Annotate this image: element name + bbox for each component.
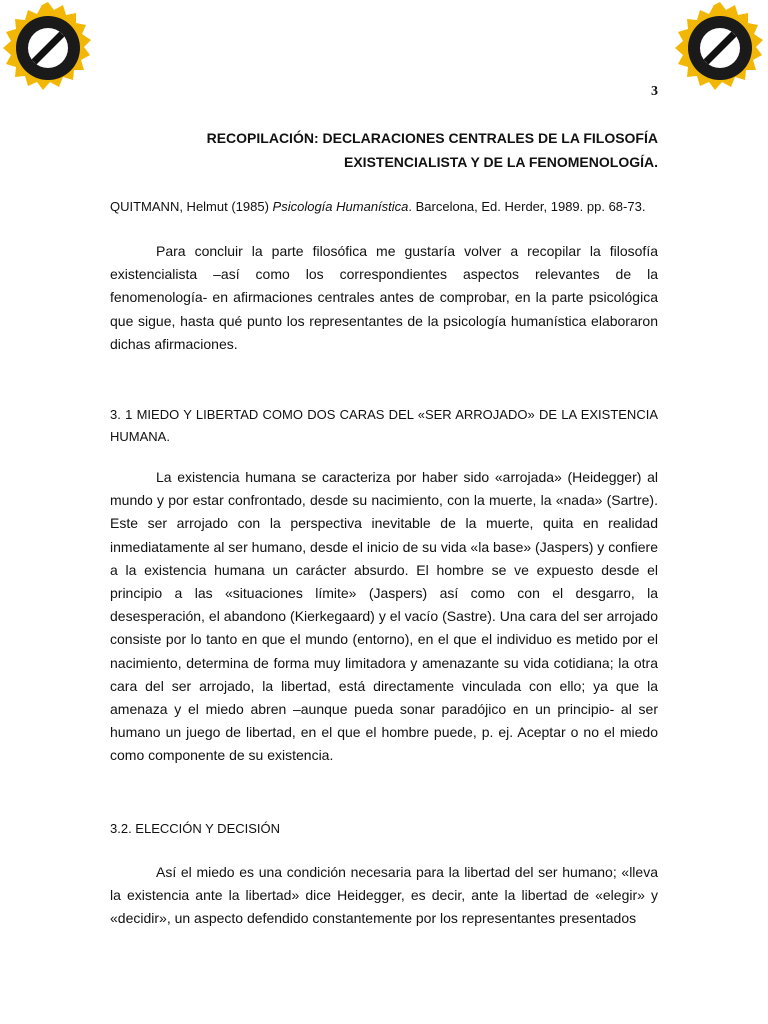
- page-number: 3: [651, 84, 658, 99]
- document-title: [110, 126, 658, 174]
- section-heading-3-1: 3. 1 MIEDO Y LIBERTAD COMO DOS CARAS DEL «SER ARROJADO» DE LA EXISTENCIA HUMANA.: [110, 407, 658, 444]
- title-line-2: EXISTENCIALISTA Y DE LA FENOMENOLOGÍA.: [344, 154, 658, 170]
- pdf-xchange-badge-left[interactable]: [0, 0, 96, 96]
- citation: [110, 197, 658, 217]
- section-paragraph-3-2: Así el miedo es una condición necesaria para la libertad del ser humano; «lleva la existencia ante la libertad» dice Heidegger, es decir, ante la libertad de «elegir» y «decidir», un aspecto defendido constantemente por los representantes presentados: [110, 864, 658, 927]
- citation-author: QUITMANN, Helmut (1985): [110, 199, 273, 214]
- intro-paragraph: Para concluir la parte filosófica me gustaría volver a recopilar la filosofía existencialista –así como los correspondientes aspectos relevantes de la fenomenología- en afirmaciones centrales antes de comprobar, en la parte psicológica que sigue, hasta qué punto los representantes de la psicología humanística elaboraron dichas afirmaciones.: [110, 243, 658, 352]
- pdf-xchange-logo-icon: [672, 0, 768, 96]
- section-paragraph-3-1: La existencia humana se caracteriza por haber sido «arrojada» (Heidegger) al mundo y por estar confrontado, desde su nacimiento, con la muerte, la «nada» (Sartre). Este ser arrojado con la perspectiva inevitable de la muerte, quita en realidad inmediatamente al ser humano, desde el inicio de su vida «la base» (Jaspers) y confiere a la existencia humana un carácter absurdo. El hombre se ve expuesto desde el principio a las «situaciones límite» (Jaspers) así como con el desgarro, la desesperación, el abandono (Kierkegaard) y el vacío (Sastre). Una cara del ser arrojado consiste por lo tanto en que el mundo (entorno), en el que el individuo es metido por el nacimiento, determina de forma muy limitadora y amenazante su vida cotidiana; la otra cara del ser arrojado, la libertad, está directamente vinculada con ello; ya que la amenaza y el miedo abren –aunque pueda sonar paradójico en un principio- al ser humano un juego de libertad, en el que el hombre puede, p. ej. Aceptar o no el miedo como componente de su existencia.: [110, 469, 658, 764]
- citation-publisher: . Barcelona, Ed. Herder, 1989. pp. 68-73.: [408, 199, 646, 214]
- section-heading-3-2: 3.2. ELECCIÓN Y DECISIÓN: [110, 821, 281, 836]
- title-line-1: RECOPILACIÓN: DECLARACIONES CENTRALES DE LA FILOSOFÍA: [206, 130, 658, 146]
- pdf-xchange-logo-icon: [0, 0, 96, 96]
- citation-work: Psicología Humanística: [272, 199, 409, 214]
- pdf-xchange-badge-right[interactable]: [672, 0, 768, 96]
